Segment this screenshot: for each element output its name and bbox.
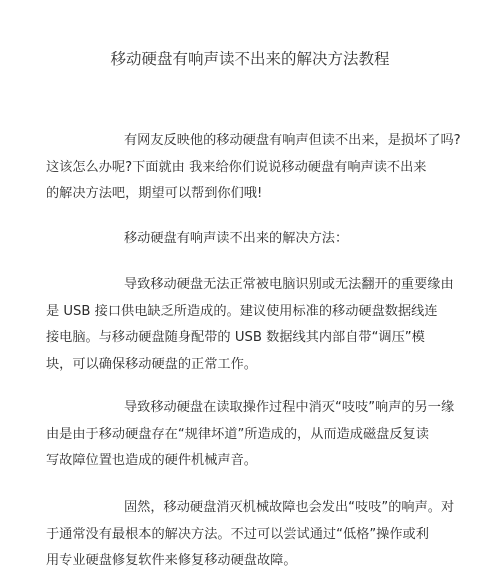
- paragraph-line: 写故障位置也造成的硬件机械声音。: [46, 453, 257, 468]
- paragraph-mechanical-fault: [46, 495, 456, 575]
- paragraph-line: 由是由于移动硬盘存在“规律坏道”所造成的，从而造成磁盘反复读: [46, 426, 429, 442]
- paragraph-line: 块，可以确保移动硬盘的正常工作。: [46, 356, 257, 372]
- paragraph-bad-sectors: [46, 395, 456, 475]
- paragraph-line: 接电脑。与移动硬盘随身配带的 USB 数据线其内部自带“调压”模: [46, 330, 425, 345]
- paragraph-line: 有网友反映他的移动硬盘有响声但读不出来，是损坏了吗?: [124, 133, 461, 148]
- paragraph-line: 是 USB 接口供电缺乏所造成的。建议使用标准的移动硬盘数据线连: [46, 303, 438, 319]
- paragraph-line: 的解决方法吧，期望可以帮到你们哦!: [46, 186, 263, 201]
- section-heading: [46, 226, 456, 253]
- paragraph-line: 用专业硬盘修复软件来修复移动硬盘故障。: [46, 553, 297, 568]
- paragraph-line: 于通常没有最根本的解决方法。不过可以尝试通过“低格”操作或利: [46, 526, 429, 542]
- paragraph-usb-power: [46, 272, 456, 378]
- paragraph-line: 这该怎么办呢?下面就由 我来给你们说说移动硬盘有响声读不出来: [46, 159, 427, 175]
- paragraph-line: 固然，移动硬盘消灭机械故障也会发出“吱吱”的响声。对: [124, 500, 455, 515]
- page-title: 移动硬盘有响声读不出来的解决方法教程: [110, 50, 390, 68]
- section-heading-text: 移动硬盘有响声读不出来的解决方法：: [124, 231, 349, 246]
- paragraph-intro: [46, 128, 461, 208]
- paragraph-line: 导致移动硬盘在读取操作过程中消灭“吱吱”响声的另一缘: [124, 400, 455, 415]
- paragraph-line: 导致移动硬盘无法正常被电脑识别或无法翻开的重要缘由: [124, 277, 454, 292]
